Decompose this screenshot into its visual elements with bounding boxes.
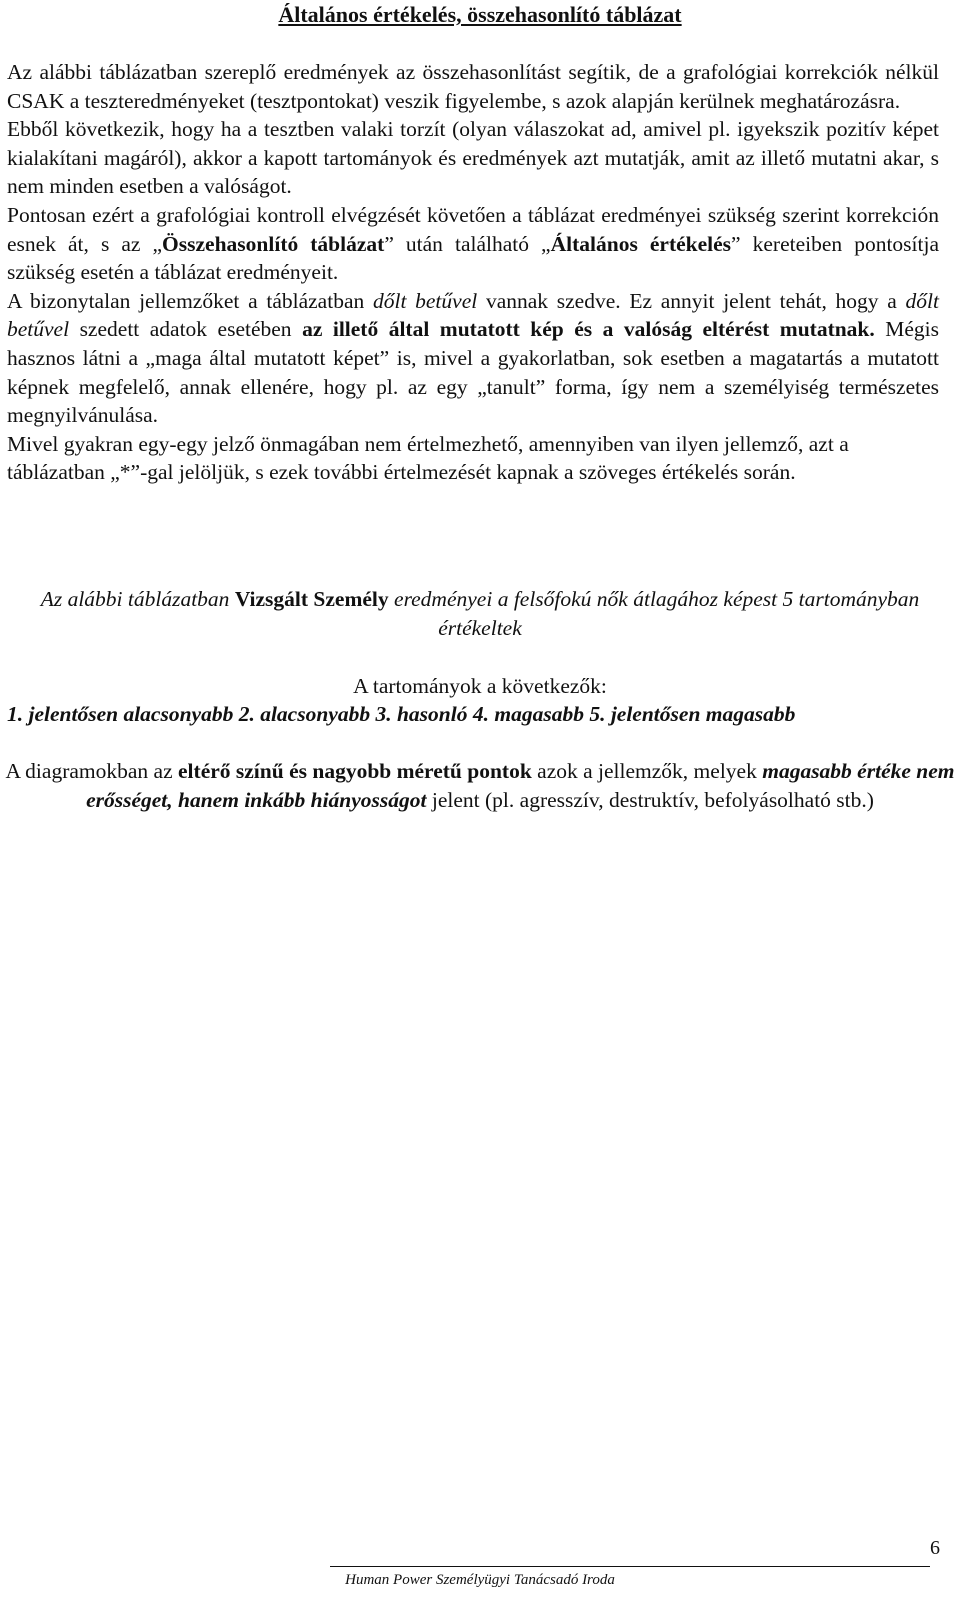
comparison-note xyxy=(0,585,960,643)
text-run: ” után található „ xyxy=(384,231,551,256)
ranges-heading: A tartományok a következők: xyxy=(353,674,607,698)
italic-run: dőlt betűvel xyxy=(372,288,478,313)
bold-run: az illető által mutatott kép és a valóság eltérést mutatnak. xyxy=(302,317,875,342)
intro-text xyxy=(7,58,939,487)
footer-divider xyxy=(330,1566,930,1567)
text-run: A diagramokban az xyxy=(5,759,179,783)
text-run: Mégis hasznos látni a „maga által mutatott képet” is, mivel a gyakorlatban, sok esetben a magatartás a mutatott képnek megfelelő, annak ellenére, hogy pl. az egy „tanult” forma, így nem a személyiség természetes megnyilvánulása. xyxy=(7,317,940,428)
text-run: jelent (pl. agresszív, destruktív, befolyásolható stb.) xyxy=(426,788,874,812)
subject-name: Vizsgált Személy xyxy=(234,587,389,611)
text-run: Pontosan ezért a grafológiai kontroll elvégzését követően a táblázat eredményei szükség szerint korrekción esnek át, s az „ xyxy=(7,202,939,256)
text-run: eredményei a felsőfokú nők átlagához képest 5 tartományban értékeltek xyxy=(388,587,920,640)
text-run: Az alábbi táblázatban xyxy=(40,587,235,611)
text-run: A bizonytalan jellemzőket a táblázatban xyxy=(7,288,373,313)
paragraph-results: Az alábbi táblázatban szereplő eredmények az összehasonlítást segítik, de a grafológiai korrekciók nélkül CSAK a teszteredményeket (tesztpontokat) veszik figyelembe, s azok alapján kerülnek meghatározásra. xyxy=(7,60,939,113)
comparison-table-ref: Összehasonlító táblázat xyxy=(162,231,385,256)
text-run: vannak szedve. Ez annyit jelent tehát, hogy a xyxy=(477,288,906,313)
general-evaluation-ref: Általános értékelés xyxy=(550,231,732,256)
text-run: szedett adatok esetében xyxy=(69,317,303,342)
paragraph-uncertain xyxy=(7,287,939,430)
footer: Human Power Személyügyi Tanácsadó Iroda xyxy=(345,1572,615,1588)
page-title: Általános értékelés, összehasonlító táblázat xyxy=(278,2,682,27)
text-run: ” kereteiben pontosítja szükség esetén a táblázat eredményeit. xyxy=(7,231,940,285)
text-run: azok a jellemzők, melyek xyxy=(531,759,763,783)
ranges-list: 1. jelentősen alacsonyabb 2. alacsonyabb 3. hasonló 4. magasabb 5. jelentősen magasabb xyxy=(7,702,796,726)
paragraph-asterisk: Mivel gyakran egy-egy jelző önmagában nem értelmezhető, amennyiben van ilyen jellemző, azt a táblázatban „*”-gal jelöljük, s ezek további értelmezését kapnak a szöveges értékelés során. xyxy=(7,431,849,485)
diagram-note xyxy=(0,757,960,815)
paragraph-correction xyxy=(7,201,939,287)
bold-run: eltérő színű és nagyobb méretű pontok xyxy=(178,759,532,783)
italic-run: dőlt betűvel xyxy=(7,288,939,342)
paragraph-distortion: Ebből következik, hogy ha a tesztben valaki torzít (olyan válaszokat ad, amivel pl. igyekszik pozitív képet kialakítani magáról), akkor a kapott tartományok és eredmények azt mutatják, amit az illető mutatni akar, s nem minden esetben a valóságot. xyxy=(7,117,939,199)
bold-italic-run: magasabb értéke nem erősséget, hanem inkább hiányosságot xyxy=(86,759,955,812)
page-number: 6 xyxy=(930,1537,940,1559)
